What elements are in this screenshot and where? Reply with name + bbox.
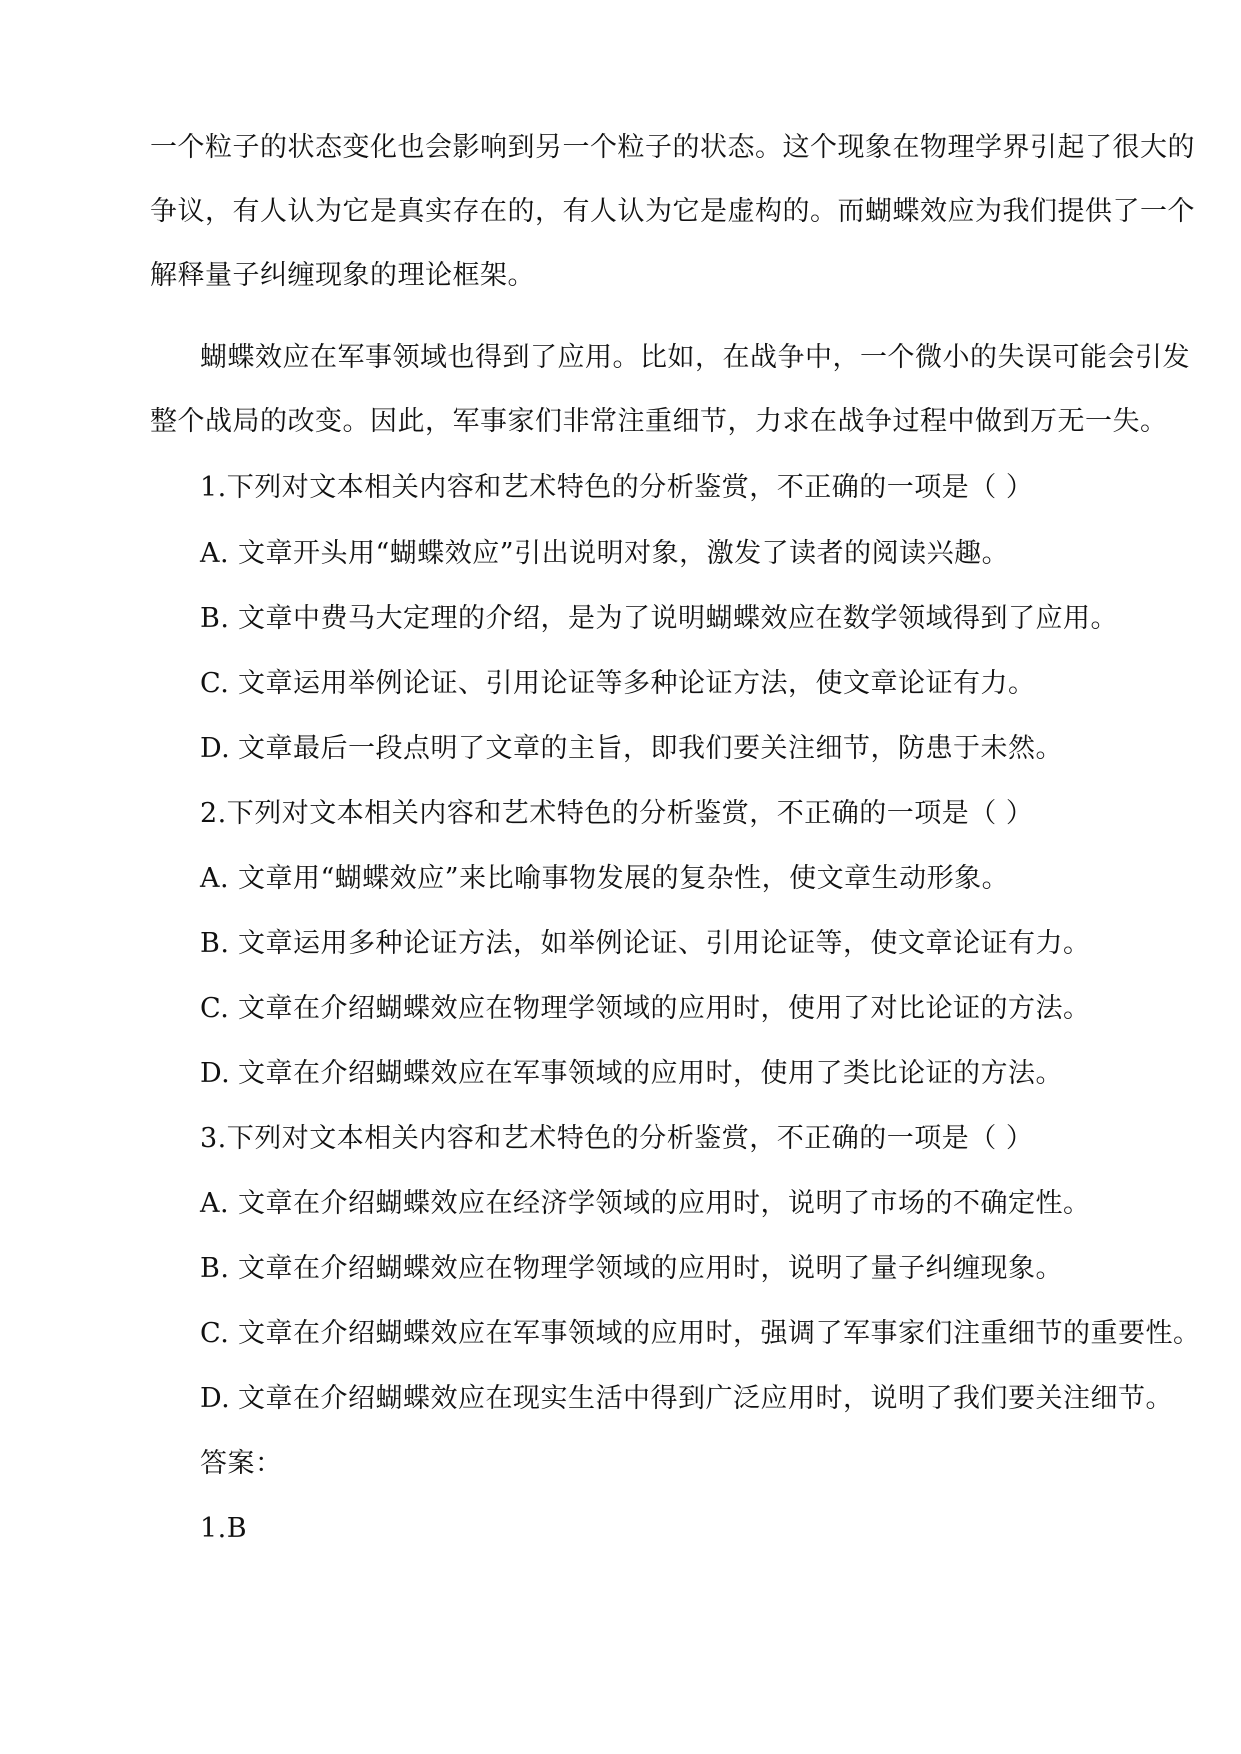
- option-text: 文章在介绍蝴蝶效应在军事领域的应用时，使用了类比论证的方法。: [238, 1058, 1063, 1089]
- option-letter: D.: [200, 733, 231, 764]
- option-text: 文章用“蝴蝶效应”来比喻事物发展的复杂性，使文章生动形象。: [238, 863, 1010, 894]
- option-letter: B.: [200, 603, 230, 634]
- option-b: [200, 926, 1140, 962]
- option-c: [200, 991, 1140, 1027]
- option-text: 文章中费马大定理的介绍，是为了说明蝴蝶效应在数学领域得到了应用。: [238, 603, 1118, 634]
- option-letter: B.: [200, 928, 230, 959]
- option-text: 文章最后一段点明了文章的主旨，即我们要关注细节，防患于未然。: [238, 733, 1063, 764]
- option-c: [200, 1316, 1201, 1352]
- option-letter: A.: [200, 863, 230, 894]
- option-a: [200, 861, 1140, 897]
- answer-item: 1.B: [200, 1513, 248, 1544]
- option-text: 文章在介绍蝴蝶效应在现实生活中得到广泛应用时，说明了我们要关注细节。: [238, 1383, 1173, 1414]
- option-text: 文章在介绍蝴蝶效应在军事领域的应用时，强调了军事家们注重细节的重要性。: [238, 1318, 1201, 1349]
- passage-line: 一个粒子的状态变化也会影响到另一个粒子的状态。这个现象在物理学界引起了很大的: [150, 132, 1195, 163]
- option-a: [200, 1186, 1140, 1222]
- option-letter: D.: [200, 1058, 231, 1089]
- option-letter: C.: [200, 993, 230, 1024]
- option-text: 文章在介绍蝴蝶效应在经济学领域的应用时，说明了市场的不确定性。: [238, 1188, 1091, 1219]
- option-text: 文章在介绍蝴蝶效应在物理学领域的应用时，使用了对比论证的方法。: [238, 993, 1091, 1024]
- question-stem: 2.下列对文本相关内容和艺术特色的分析鉴赏，不正确的一项是（ ）: [200, 798, 1034, 829]
- option-a: [200, 536, 1140, 572]
- passage-line: 整个战局的改变。因此，军事家们非常注重细节，力求在战争过程中做到万无一失。: [150, 406, 1168, 437]
- passage-line: 争议，有人认为它是真实存在的，有人认为它是虚构的。而蝴蝶效应为我们提供了一个: [150, 196, 1195, 227]
- question-stem: 1.下列对文本相关内容和艺术特色的分析鉴赏，不正确的一项是（ ）: [200, 472, 1034, 503]
- option-letter: D.: [200, 1383, 231, 1414]
- option-d: [200, 1381, 1173, 1417]
- option-b: [200, 601, 1140, 637]
- option-letter: C.: [200, 668, 230, 699]
- option-b: [200, 1251, 1140, 1287]
- option-letter: A.: [200, 538, 230, 569]
- option-text: 文章开头用“蝴蝶效应”引出说明对象，激发了读者的阅读兴趣。: [238, 538, 1010, 569]
- option-letter: B.: [200, 1253, 230, 1284]
- passage-line: 蝴蝶效应在军事领域也得到了应用。比如，在战争中，一个微小的失误可能会引发: [200, 342, 1190, 373]
- option-letter: C.: [200, 1318, 230, 1349]
- option-text: 文章运用多种论证方法，如举例论证、引用论证等，使文章论证有力。: [238, 928, 1091, 959]
- option-d: [200, 1056, 1140, 1092]
- option-text: 文章运用举例论证、引用论证等多种论证方法，使文章论证有力。: [238, 668, 1036, 699]
- passage-line: 解释量子纠缠现象的理论框架。: [150, 260, 535, 291]
- option-d: [200, 731, 1140, 767]
- answer-label: 答案：: [200, 1448, 283, 1479]
- option-c: [200, 666, 1140, 702]
- option-text: 文章在介绍蝴蝶效应在物理学领域的应用时，说明了量子纠缠现象。: [238, 1253, 1063, 1284]
- option-letter: A.: [200, 1188, 230, 1219]
- question-stem: 3.下列对文本相关内容和艺术特色的分析鉴赏，不正确的一项是（ ）: [200, 1123, 1034, 1154]
